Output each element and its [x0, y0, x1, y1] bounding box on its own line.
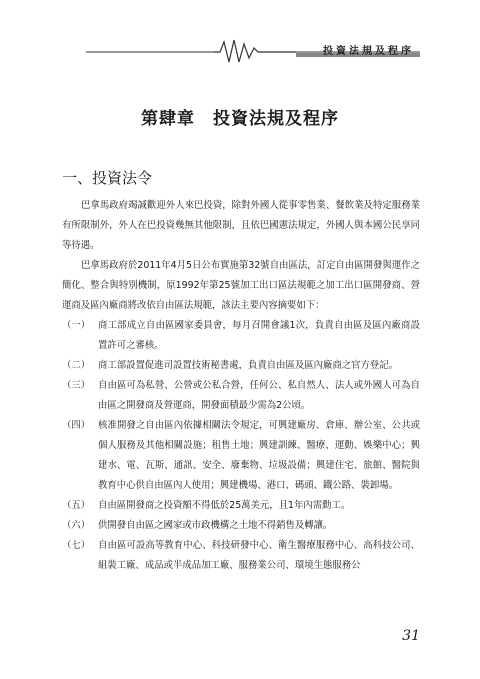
item-number: （一）	[62, 320, 91, 331]
item-number: （六）	[62, 520, 91, 531]
running-header	[0, 36, 480, 66]
paragraph: 巴拿馬政府竭誠歡迎外人來巴投資，除對外國人從事零售業、餐飲業及特定服務業有所限制外，外人在巴投資幾無其他限制，且依巴國憲法規定，外國人與本國公民享同等待遇。	[62, 200, 420, 251]
item-text: 自由區可設高等教育中心、科技研發中心、衛生醫療服務中心、高科技公司、組裝工廠、成品或半成品加工廠、服務業公司、環境生態服務公	[98, 540, 420, 571]
item-text: 自由區可為私營、公營或公私合營，任何公、私自然人、法人或外國人可為自由區之開發商及營運商，開發面積最少需為2公頃。	[98, 380, 420, 411]
body-content	[62, 196, 420, 576]
item-number: （三）	[62, 380, 91, 391]
item-number: （四）	[62, 420, 91, 431]
item-text: 供開發自由區之國家或市政機構之土地不得銷售及轉讓。	[98, 520, 333, 531]
item-number: （二）	[62, 360, 91, 371]
item-number: （五）	[62, 500, 91, 511]
list-item	[62, 536, 420, 576]
list-item	[62, 316, 420, 356]
list-item	[62, 516, 420, 536]
item-text: 核准開發之自由區內依據相關法令規定，可興建廠房、倉庫、辦公室、公共或個人服務及其他相關設施；租售土地；興建訓練、醫療、運動、娛樂中心；興建水、電、瓦斯、通訊、安全、廢棄物、垃圾設備；興建住宅、旅館、醫院與教育中心供自由區內人使用；興建機場、港口、碼頭、鐵公路、裝卸場。	[98, 420, 420, 491]
list-item	[62, 356, 420, 376]
header-title: 投資法規及程序	[323, 46, 414, 57]
item-text: 自由區開發商之投資額不得低於25萬美元，且1年內需動工。	[98, 500, 351, 511]
chapter-title: 第肆章 投資法規及程序	[141, 109, 339, 129]
item-text: 商工部成立自由區國家委員會，每月召開會議1次，負責自由區及區內廠商設置許可之審核。	[98, 320, 420, 351]
list-item	[62, 376, 420, 416]
list-item	[62, 416, 420, 496]
list-item	[62, 496, 420, 516]
item-number: （七）	[62, 540, 91, 551]
paragraph: 巴拿馬政府於2011年4月5日公布實施第32號自由區法，訂定自由區開發與運作之簡化、整合與特別機制，原1992年第25號加工出口區法規範之加工出口區開發商、營運商及區內廠商將改依自由區法規範，該法主要內容摘要如下：	[62, 260, 420, 311]
section-title: 一、投資法令	[62, 169, 153, 187]
item-text: 商工部設置促進司設置技術秘書處，負責自由區及區內廠商之官方登記。	[98, 360, 399, 371]
page-number: 31	[402, 628, 420, 644]
